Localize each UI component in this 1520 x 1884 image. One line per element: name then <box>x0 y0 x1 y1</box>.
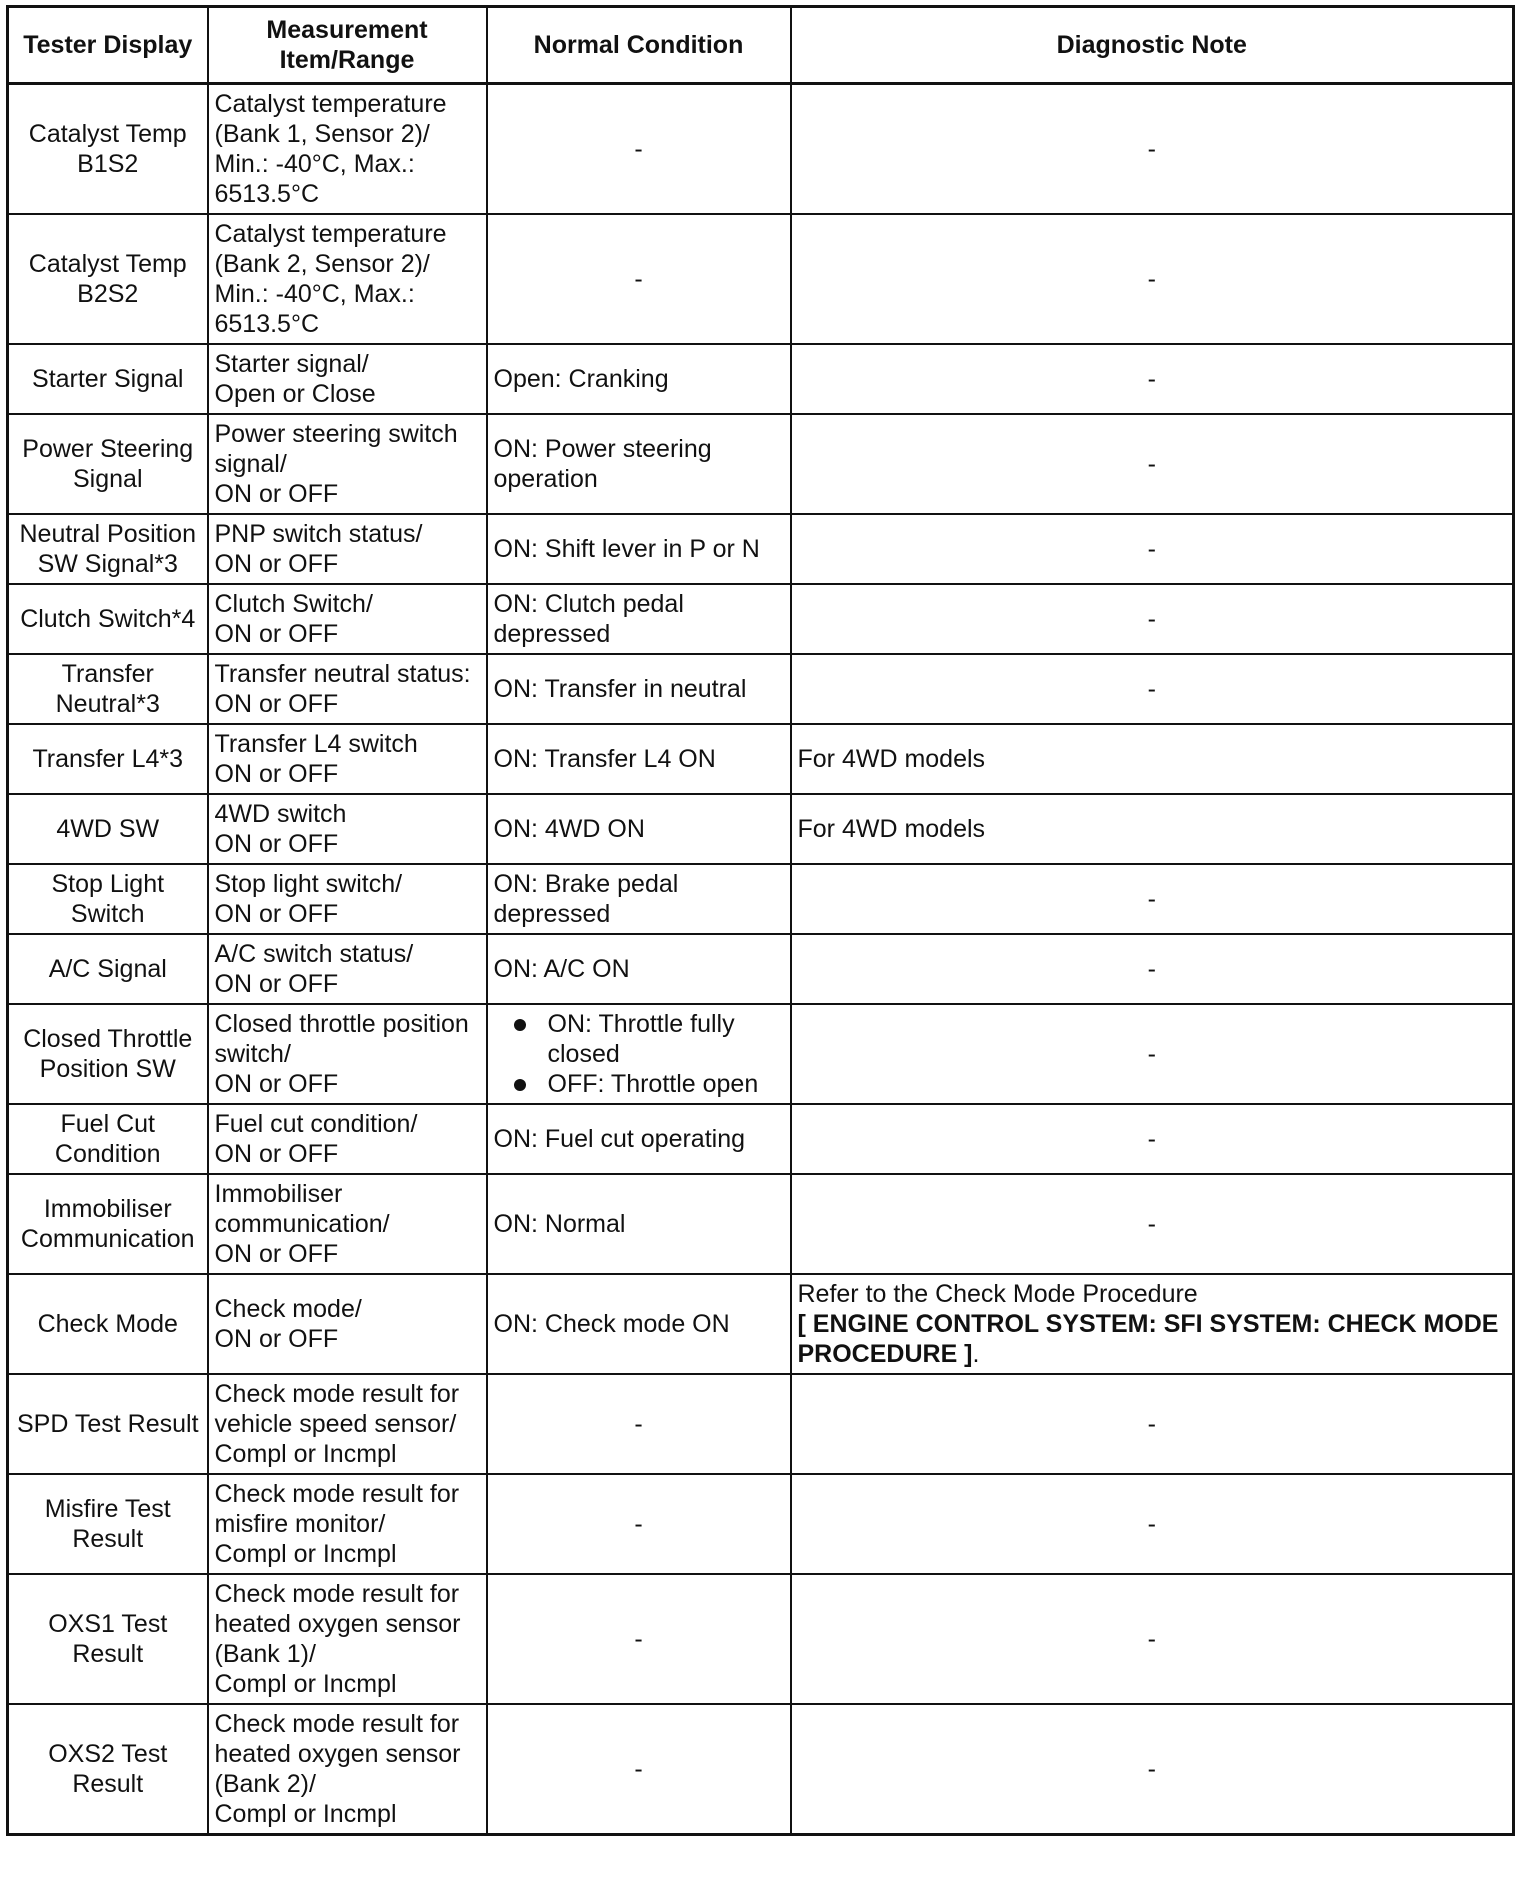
cell-tester-display <box>8 934 208 1004</box>
cell-diagnostic-note: - <box>791 84 1514 215</box>
normal-condition-line: depressed <box>493 900 611 928</box>
measurement-line: vehicle speed sensor/ <box>214 1410 457 1438</box>
cell-measurement <box>208 794 487 864</box>
table-row <box>8 84 1514 215</box>
header-measurement <box>208 7 487 84</box>
cell-measurement <box>208 84 487 215</box>
measurement-line: PNP switch status/ <box>214 520 423 548</box>
cell-measurement <box>208 214 487 344</box>
cell-measurement <box>208 1474 487 1574</box>
measurement-line: ON or OFF <box>214 1240 339 1268</box>
cell-measurement <box>208 724 487 794</box>
tester-display-line: Power Steering <box>22 435 194 463</box>
measurement-line: switch/ <box>214 1040 291 1068</box>
table-row <box>8 794 1514 864</box>
measurement-line: ON or OFF <box>214 620 339 648</box>
measurement-line: ON or OFF <box>214 830 339 858</box>
measurement-line: Compl or Incmpl <box>214 1800 397 1828</box>
cell-diagnostic-note: - <box>791 414 1514 514</box>
normal-condition-line: ON: Brake pedal <box>493 870 679 898</box>
cell-measurement <box>208 654 487 724</box>
table-row <box>8 654 1514 724</box>
measurement-line: ON or OFF <box>214 900 339 928</box>
data-list-table <box>6 5 1515 1836</box>
cell-diagnostic-note: - <box>791 1474 1514 1574</box>
measurement-line: ON or OFF <box>214 760 339 788</box>
cell-measurement <box>208 1574 487 1704</box>
table-row <box>8 1474 1514 1574</box>
table-row <box>8 1174 1514 1274</box>
tester-display-line: 4WD SW <box>56 815 160 843</box>
cell-normal-condition: ON: Shift lever in P or N <box>487 514 791 584</box>
tester-display-line: Check Mode <box>37 1310 178 1338</box>
cell-tester-display <box>8 1374 208 1474</box>
cell-tester-display <box>8 514 208 584</box>
cell-normal-condition: ON: Normal <box>487 1174 791 1274</box>
cell-tester-display <box>8 1474 208 1574</box>
tester-display-line: Closed Throttle <box>23 1025 193 1053</box>
measurement-line: ON or OFF <box>214 1070 339 1098</box>
cell-measurement <box>208 1104 487 1174</box>
header-diagnostic-note: Diagnostic Note <box>791 7 1514 84</box>
cell-diagnostic-note: - <box>791 1104 1514 1174</box>
normal-condition-line: closed <box>547 1040 620 1068</box>
cell-normal-condition <box>487 1004 791 1104</box>
measurement-line: Catalyst temperature <box>214 220 447 248</box>
procedure-reference-period: . <box>972 1340 980 1368</box>
cell-tester-display <box>8 864 208 934</box>
cell-normal-condition: ON: 4WD ON <box>487 794 791 864</box>
tester-display-line: Position SW <box>39 1055 176 1083</box>
measurement-line: Check mode result for <box>214 1580 460 1608</box>
tester-display-line: Catalyst Temp <box>28 250 187 278</box>
cell-measurement <box>208 934 487 1004</box>
measurement-line: ON or OFF <box>214 690 339 718</box>
measurement-line: Stop light switch/ <box>214 870 403 898</box>
measurement-line: (Bank 1)/ <box>214 1640 316 1668</box>
table-row <box>8 514 1514 584</box>
cell-tester-display <box>8 584 208 654</box>
cell-diagnostic-note: - <box>791 1574 1514 1704</box>
measurement-line: Open or Close <box>214 380 376 408</box>
header-tester-display: Tester Display <box>8 7 208 84</box>
measurement-line: Transfer L4 switch <box>214 730 418 758</box>
tester-display-line: Fuel Cut <box>60 1110 155 1138</box>
tester-display-line: B2S2 <box>77 280 139 308</box>
cell-diagnostic-note: - <box>791 344 1514 414</box>
bullet-dot-icon <box>514 1079 526 1091</box>
cell-normal-condition <box>487 414 791 514</box>
cell-diagnostic-note: - <box>791 584 1514 654</box>
tester-display-line: OXS1 Test <box>48 1610 168 1638</box>
cell-diagnostic-note: - <box>791 864 1514 934</box>
measurement-line: ON or OFF <box>214 970 339 998</box>
measurement-line: Check mode result for <box>214 1380 460 1408</box>
tester-display-line: Catalyst Temp <box>28 120 187 148</box>
measurement-line: Compl or Incmpl <box>214 1540 397 1568</box>
normal-condition-line: operation <box>493 465 598 493</box>
table-row <box>8 1274 1514 1374</box>
measurement-line: Compl or Incmpl <box>214 1670 397 1698</box>
cell-tester-display <box>8 84 208 215</box>
table-header-row <box>8 7 1514 84</box>
cell-measurement <box>208 1374 487 1474</box>
tester-display-line: Communication <box>20 1225 195 1253</box>
cell-tester-display <box>8 1104 208 1174</box>
tester-display-line: Switch <box>70 900 145 928</box>
measurement-line: A/C switch status/ <box>214 940 414 968</box>
procedure-reference-link-end: PROCEDURE ] <box>797 1340 973 1368</box>
measurement-line: Catalyst temperature <box>214 90 447 118</box>
header-measurement-line2: Item/Range <box>279 46 415 74</box>
tester-display-line: Misfire Test <box>44 1495 171 1523</box>
cell-tester-display <box>8 414 208 514</box>
measurement-line: signal/ <box>214 450 287 478</box>
table-row <box>8 414 1514 514</box>
cell-measurement <box>208 1174 487 1274</box>
measurement-line: Check mode result for <box>214 1480 460 1508</box>
measurement-line: communication/ <box>214 1210 390 1238</box>
table-row <box>8 1704 1514 1835</box>
tester-display-line: Transfer <box>61 660 154 688</box>
tester-display-line: Result <box>72 1770 144 1798</box>
measurement-line: Starter signal/ <box>214 350 369 378</box>
tester-display-line: Neutral Position <box>19 520 196 548</box>
cell-diagnostic-note: - <box>791 1174 1514 1274</box>
normal-condition-line: OFF: Throttle open <box>547 1070 759 1098</box>
tester-display-line: SPD Test Result <box>16 1410 199 1438</box>
cell-diagnostic-note: For 4WD models <box>791 794 1514 864</box>
cell-measurement <box>208 584 487 654</box>
measurement-line: Power steering switch <box>214 420 458 448</box>
cell-tester-display <box>8 1574 208 1704</box>
measurement-line: Check mode result for <box>214 1710 460 1738</box>
measurement-line: Immobiliser <box>214 1180 343 1208</box>
header-normal-condition: Normal Condition <box>487 7 791 84</box>
cell-diagnostic-note: - <box>791 514 1514 584</box>
bullet-dot-icon <box>514 1019 526 1031</box>
measurement-line: (Bank 2, Sensor 2)/ <box>214 250 430 278</box>
cell-normal-condition: - <box>487 1704 791 1835</box>
measurement-line: Transfer neutral status: <box>214 660 471 688</box>
measurement-line: 4WD switch <box>214 800 347 828</box>
procedure-reference-line2 <box>798 1339 1507 1369</box>
table-row <box>8 1374 1514 1474</box>
measurement-line: heated oxygen sensor <box>214 1740 461 1768</box>
cell-diagnostic-note <box>791 1274 1514 1374</box>
tester-display-line: Immobiliser <box>43 1195 172 1223</box>
table-row <box>8 724 1514 794</box>
tester-display-line: Transfer L4*3 <box>32 745 184 773</box>
cell-diagnostic-note: For 4WD models <box>791 724 1514 794</box>
cell-normal-condition: - <box>487 1574 791 1704</box>
normal-condition-line: depressed <box>493 620 611 648</box>
cell-normal-condition <box>487 864 791 934</box>
table-row <box>8 1004 1514 1104</box>
tester-display-line: Clutch Switch*4 <box>20 605 196 633</box>
header-measurement-line1: Measurement <box>266 16 428 44</box>
table-row <box>8 1104 1514 1174</box>
measurement-line: Min.: -40°C, Max.: <box>214 150 415 178</box>
tester-display-line: Neutral*3 <box>55 690 160 718</box>
table-row <box>8 864 1514 934</box>
tester-display-line: Condition <box>54 1140 161 1168</box>
tester-display-line: A/C Signal <box>48 955 167 983</box>
measurement-line: ON or OFF <box>214 1325 339 1353</box>
measurement-line: Closed throttle position <box>214 1010 469 1038</box>
cell-tester-display <box>8 1174 208 1274</box>
cell-measurement <box>208 414 487 514</box>
tester-display-line: Signal <box>73 465 143 493</box>
cell-tester-display <box>8 1274 208 1374</box>
cell-tester-display <box>8 794 208 864</box>
tester-display-line: Result <box>72 1525 144 1553</box>
measurement-line: Fuel cut condition/ <box>214 1110 418 1138</box>
cell-normal-condition: ON: Transfer in neutral <box>487 654 791 724</box>
measurement-line: misfire monitor/ <box>214 1510 386 1538</box>
table-row <box>8 934 1514 1004</box>
cell-tester-display <box>8 214 208 344</box>
tester-display-line: Starter Signal <box>32 365 184 393</box>
cell-diagnostic-note: - <box>791 1374 1514 1474</box>
tester-display-line: OXS2 Test <box>48 1740 168 1768</box>
cell-measurement <box>208 514 487 584</box>
cell-normal-condition: - <box>487 214 791 344</box>
cell-tester-display <box>8 344 208 414</box>
normal-condition-line: ON: Power steering <box>493 435 712 463</box>
table-row <box>8 344 1514 414</box>
cell-diagnostic-note: - <box>791 1704 1514 1835</box>
table-body <box>8 84 1514 1835</box>
cell-tester-display <box>8 1004 208 1104</box>
cell-normal-condition: ON: Transfer L4 ON <box>487 724 791 794</box>
cell-measurement <box>208 1704 487 1835</box>
measurement-line: Check mode/ <box>214 1295 362 1323</box>
cell-normal-condition: - <box>487 1474 791 1574</box>
measurement-line: (Bank 2)/ <box>214 1770 316 1798</box>
cell-diagnostic-note: - <box>791 214 1514 344</box>
normal-condition-bullet-item <box>514 1009 784 1069</box>
cell-tester-display <box>8 724 208 794</box>
cell-diagnostic-note: - <box>791 1004 1514 1104</box>
cell-measurement <box>208 864 487 934</box>
cell-normal-condition: ON: Check mode ON <box>487 1274 791 1374</box>
cell-diagnostic-note: - <box>791 934 1514 1004</box>
measurement-line: 6513.5°C <box>214 180 320 208</box>
cell-normal-condition: Open: Cranking <box>487 344 791 414</box>
cell-normal-condition: ON: A/C ON <box>487 934 791 1004</box>
table-row <box>8 584 1514 654</box>
cell-diagnostic-note: - <box>791 654 1514 724</box>
measurement-line: ON or OFF <box>214 1140 339 1168</box>
cell-measurement <box>208 1274 487 1374</box>
measurement-line: Min.: -40°C, Max.: <box>214 280 415 308</box>
tester-display-line: Stop Light <box>51 870 165 898</box>
table-row <box>8 1574 1514 1704</box>
normal-condition-line: ON: Throttle fully <box>547 1010 735 1038</box>
cell-normal-condition <box>487 584 791 654</box>
normal-condition-line: ON: Clutch pedal <box>493 590 684 618</box>
cell-tester-display <box>8 654 208 724</box>
diagnostic-note-text: Refer to the Check Mode Procedure <box>797 1280 1198 1308</box>
measurement-line: ON or OFF <box>214 480 339 508</box>
measurement-line: 6513.5°C <box>214 310 320 338</box>
measurement-line: ON or OFF <box>214 550 339 578</box>
normal-condition-bullet-list <box>494 1009 784 1099</box>
tester-display-line: Result <box>72 1640 144 1668</box>
cell-measurement <box>208 344 487 414</box>
cell-normal-condition: - <box>487 84 791 215</box>
measurement-line: heated oxygen sensor <box>214 1610 461 1638</box>
cell-tester-display <box>8 1704 208 1835</box>
tester-display-line: B1S2 <box>77 150 139 178</box>
tester-display-line: SW Signal*3 <box>37 550 178 578</box>
table-row <box>8 214 1514 344</box>
cell-normal-condition: - <box>487 1374 791 1474</box>
document-page <box>6 5 1515 1836</box>
cell-normal-condition: ON: Fuel cut operating <box>487 1104 791 1174</box>
procedure-reference-link: [ ENGINE CONTROL SYSTEM: SFI SYSTEM: CHECK MODE <box>797 1310 1499 1338</box>
normal-condition-bullet-item <box>514 1069 784 1099</box>
measurement-line: Clutch Switch/ <box>214 590 373 618</box>
cell-measurement <box>208 1004 487 1104</box>
measurement-line: Compl or Incmpl <box>214 1440 397 1468</box>
measurement-line: (Bank 1, Sensor 2)/ <box>214 120 430 148</box>
